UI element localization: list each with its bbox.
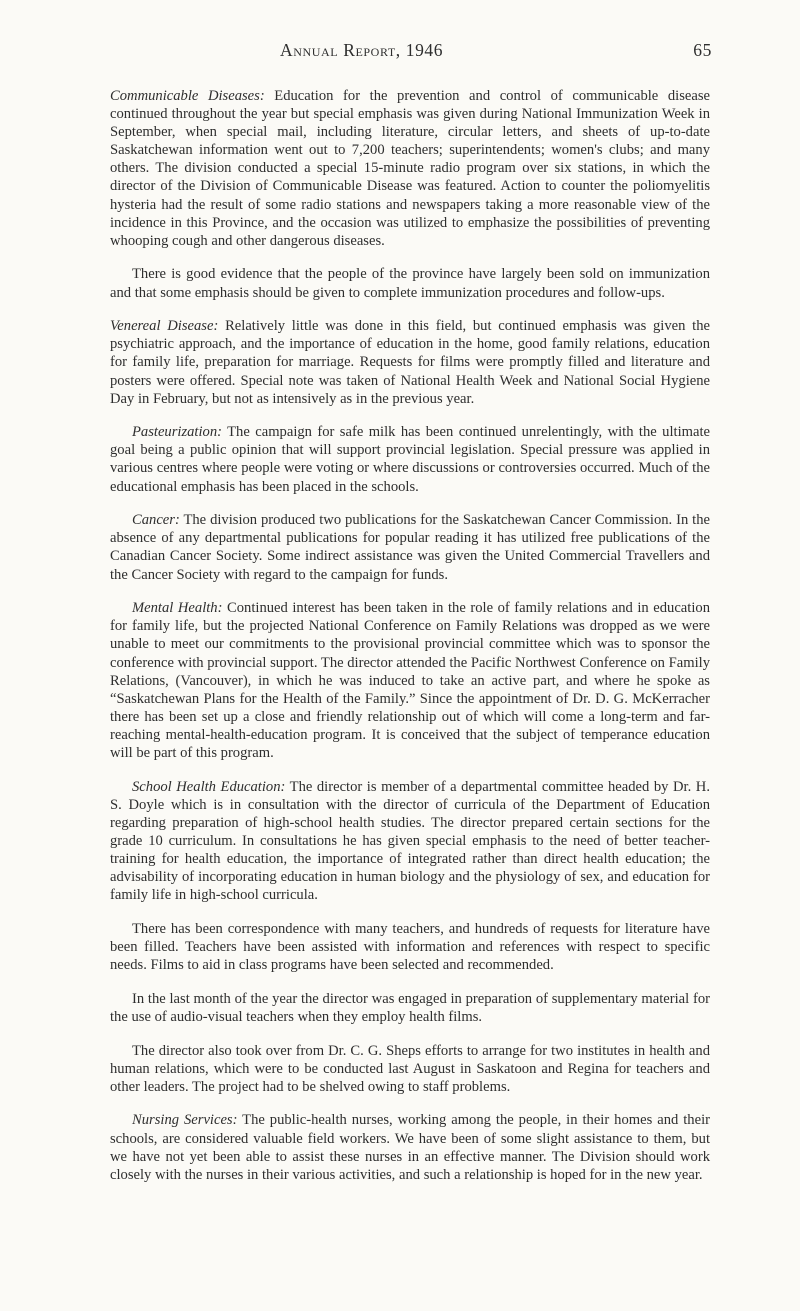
paragraph-cancer: [110, 511, 710, 583]
page-number: 65: [693, 40, 712, 60]
paragraph-heading: Cancer:: [132, 512, 180, 529]
paragraph-text: The division produced two publications for the Saskatchewan Cancer Commission. In the absence of any departmental publications for popular reading it has utilized free publications of the Canadian Cancer Society. Some indirect assistance was given the United Commercial Travellers and the Cancer Society with regard to the campaign for funds.: [110, 512, 710, 583]
paragraph-immunization-evidence: [110, 265, 710, 301]
paragraph-communicable-diseases: [110, 87, 710, 250]
paragraph-text: The director is member of a departmental committee headed by Dr. H. S. Doyle which is in consultation with the director of curricula of the Department of Education regarding preparation of high-school health studies. The director prepared certain sections for the grade 10 curriculum. In consultations he has given special emphasis to the need of better teacher-training for health education, the importance of integrated rather than direct health education; the advisability of incorporating education in human biology and the physiology of sex, and education for family life in high-school curricula.: [110, 778, 710, 904]
paragraph-text: Education for the prevention and control of communicable disease continued throughout the year but special emphasis was given during National Immunization Week in September, when special mail, including literature, circular letters, and sheets of up-to-date Saskatchewan information went out to 7,200 teachers; superintendents; women's clubs; and many others. The division conducted a special 15-minute radio program over six stations, in which the director of the Division of Communicable Disease was featured. Action to counter the poliomyelitis hysteria had the result of some radio stations and newspapers taking a more reasonable view of the incidence in this Province, and the occasion was utilized to emphasize the possibilities of preventing whooping cough and other dangerous diseases.: [110, 88, 710, 249]
paragraph-venereal-disease: [110, 317, 710, 407]
document-page: [110, 40, 710, 1199]
paragraph-text: There has been correspondence with many teachers, and hundreds of requests for literature have been filled. Teachers have been assisted with information and references with respect to specific needs. Films to aid in class programs have been selected and recommended.: [110, 920, 710, 974]
paragraph-school-health-education: [110, 778, 710, 905]
paragraph-heading: School Health Education:: [132, 778, 286, 795]
paragraph-nursing-services: [110, 1111, 710, 1183]
paragraph-text: The public-health nurses, working among the people, in their homes and their schools, are considered valuable field workers. We have been of some slight assistance to them, but we have not yet been able to assist these nurses in an effective manner. The Division should work closely with the nurses in their various activities, and such a relationship is hoped for in the new year.: [110, 1112, 710, 1183]
paragraph-heading: Nursing Services:: [132, 1112, 238, 1129]
paragraph-text: In the last month of the year the director was engaged in preparation of supplementary material for the use of audio-visual teachers when they employ health films.: [110, 990, 710, 1025]
paragraph-text: Relatively little was done in this field, but continued emphasis was given the psychiatric approach, and the importance of education in the home, good family relations, education for family life, preparation for marriage. Requests for films were promptly filled and literature and posters were offered. Special note was taken of National Health Week and National Social Hygiene Day in February, but not as intensively as in the previous year.: [110, 318, 710, 407]
paragraph-heading: Communicable Diseases:: [110, 88, 265, 104]
paragraph-pasteurization: [110, 423, 710, 495]
paragraph-text: The director also took over from Dr. C. G. Sheps efforts to arrange for two institutes in health and human relations, which were to be conducted last August in Saskatoon and Regina for teachers and other leaders. The project had to be shelved owing to staff problems.: [110, 1042, 710, 1095]
paragraph-mental-health: [110, 599, 710, 762]
paragraph-heading: Pasteurization:: [132, 424, 222, 441]
paragraph-text: There is good evidence that the people of the province have largely been sold on immunization and that some emphasis should be given to complete immunization procedures and follow-ups.: [110, 266, 710, 301]
running-header: [280, 40, 710, 61]
paragraph-text: Continued interest has been taken in the role of family relations and in education for family life, but the projected National Conference on Family Relations was dropped as we were unable to meet our commitments to the provisional provincial committee which was to sponsor the conference with provincial support. The director attended the Pacific Northwest Conference on Family Relations, (Vancouver), in which he was induced to take an active part, and where he spoke as “Saskatchewan Plans for the Health of the Family.” Since the appointment of Dr. D. G. McKerracher there has been set up a close and friendly relationship out of which will come a long-term and far-reaching mental-health-education program. It is conceived that the subject of temperance education will be part of this program.: [110, 600, 710, 761]
paragraph-correspondence: [110, 920, 710, 974]
paragraph-heading: Venereal Disease:: [110, 318, 219, 335]
paragraph-audio-visual: [110, 990, 710, 1026]
paragraph-heading: Mental Health:: [132, 600, 223, 617]
header-title: Annual Report, 1946: [280, 40, 444, 60]
paragraph-institutes: [110, 1042, 710, 1096]
paragraph-text: The campaign for safe milk has been continued unrelentingly, with the ultimate goal being a public opinion that will support provincial legislation. Special pressure was applied in various centres where people were voting or where discussions or controversies occurred. Much of the educational emphasis has been placed in the schools.: [110, 424, 710, 495]
